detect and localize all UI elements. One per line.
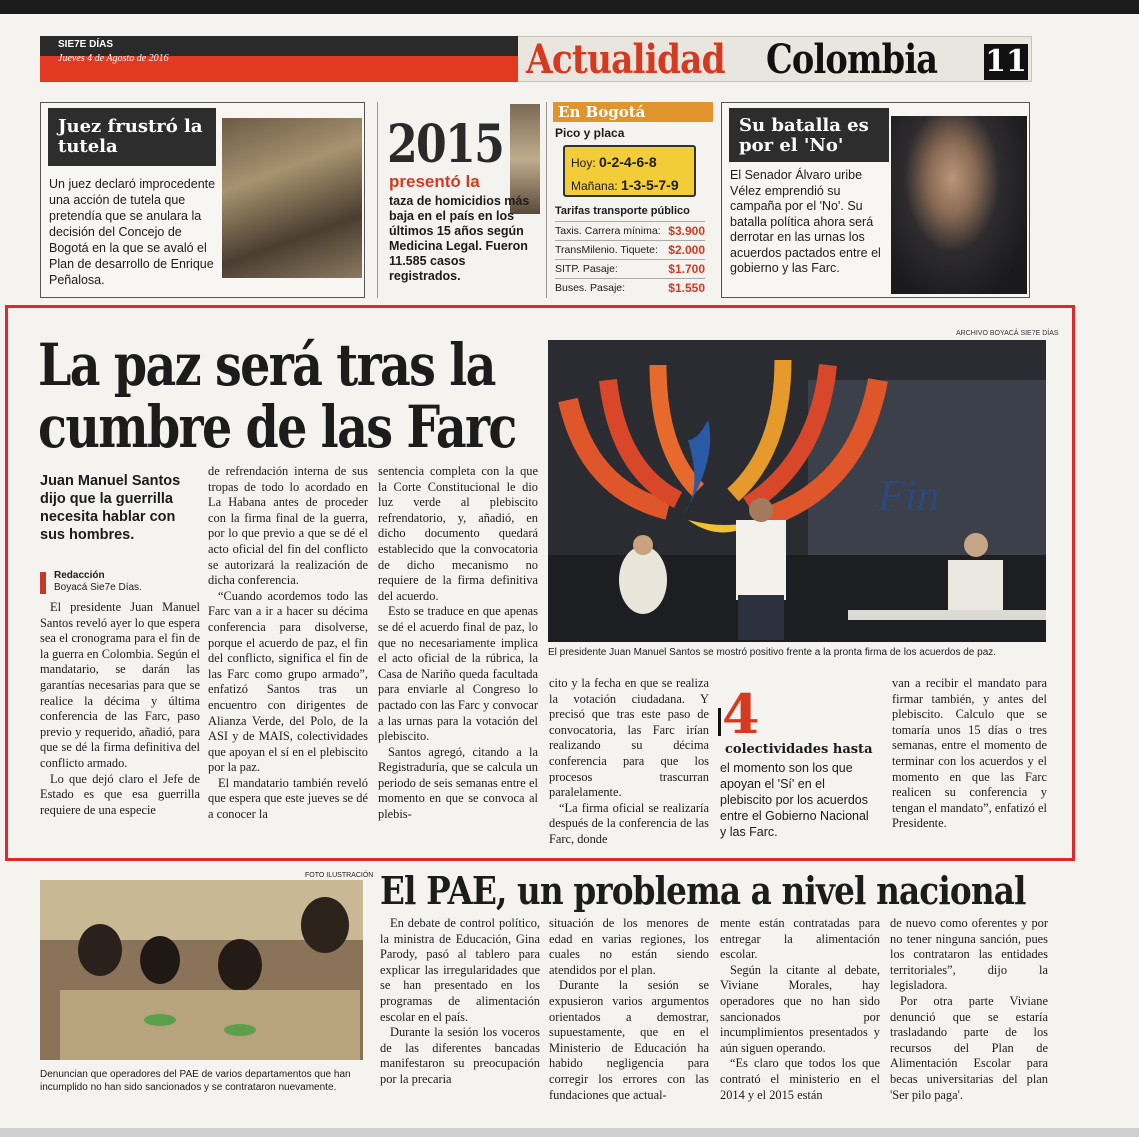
story-column [890, 916, 1048, 1103]
number-label: colectividades hasta [725, 742, 873, 757]
brief-title: Su batalla es por el 'No' [729, 108, 889, 162]
paragraph: van a recibir el mandato para firmar también, y antes del plebiscito. Calculo que se tomaría unos 15 días o tres semanas, entre el momento de terminar con los acuerdos y el momento en que las Farc realicen su conferencia y tengan el mandato”, enfatizó el Presidente. [892, 676, 1047, 831]
paragraph: situación de los menores de edad en varias regiones, los cuales no están siendo atendidos por el plan. [549, 916, 709, 977]
peace-logo-icon [548, 340, 1046, 642]
fare-value: $1.550 [668, 281, 705, 295]
big-number: 4 [722, 682, 760, 746]
brief-text: Un juez declaró improcedente una acción de tutela que pretendía que se anulara la decisión del Concejo de Bogotá en la que se avaló el Plan de desarrollo de Enrique Peñalosa. [49, 177, 216, 287]
paragraph: “La firma oficial se realizaría después de la conferencia de las Farc, donde [549, 800, 709, 846]
paragraph: Santos agregó, citando a la Registraduría, que se calcula un periodo de seis semanas entre el momento en que se convoca al plebis- [378, 744, 538, 822]
brief-text: El Senador Álvaro uribe Vélez emprendió su campaña por el 'No'. Su batalla política ahora será derrotar en las urnas los acuerdos pactados entre el gobierno y las Farc. [730, 168, 881, 275]
paragraph: En debate de control político, la ministra de Educación, Gina Parody, pasó al tablero para explicar las irregularidades que se han presentado en los programas de alimentación escolar en el país. [380, 916, 540, 1024]
fare-value: $2.000 [668, 243, 705, 257]
photo-credit: ARCHIVO BOYACÁ SIE7E DÍAS [956, 330, 1059, 337]
fare-label: SITP. Pasaje: [555, 263, 618, 275]
story-column [380, 916, 540, 1088]
today-label: Hoy: [571, 156, 596, 170]
newspaper-brand: SIE7E DÍAS [58, 39, 114, 50]
fare-row [555, 278, 705, 297]
number-description: el momento son los que apoyan el 'Sí' en el plebiscito por los acuerdos entre el Gobierno Nacional y las Farc. [720, 761, 869, 839]
pae-headline: El PAE, un problema a nivel nacional [380, 868, 1026, 913]
photo-credit: FOTO ILUSTRACIÓN [305, 872, 374, 879]
page-bottom-strip [0, 1128, 1139, 1137]
fare-label: TransMilenio. Tiquete: [555, 244, 658, 256]
number-accent-bar [718, 708, 721, 736]
today-digits: 0-2-4-6-8 [599, 154, 657, 170]
fares-title: Tarifas transporte público [555, 205, 690, 217]
story-column [892, 676, 1047, 832]
fare-label: Taxis. Carrera mínima: [555, 225, 661, 237]
paragraph: Según la citante al debate, Viviane Morales, hay operadores que no han sido sancionados por incumplimientos presentados y aún siguen operando. [720, 962, 880, 1055]
byline-marker [40, 572, 46, 594]
paragraph: Esto se traduce en que apenas se dé el acuerdo final de paz, lo que no necesariamente implica el acto oficial de la rúbrica, la Casa de Nariño queda facultada para enviarle al Congreso lo pactado con las Farc y convocar a las urnas para la votación del plebiscito. [378, 604, 538, 744]
tomorrow-digits: 1-3-5-7-9 [621, 177, 679, 193]
photo-caption: Denuncian que operadores del PAE de varios departamentos que han incumplido no han sido sancionados y se contrataron nuevamente. [40, 1069, 351, 1093]
fare-row [555, 221, 705, 240]
pico-placa-label: Pico y placa [555, 126, 625, 140]
region-name: Colombia [766, 36, 938, 83]
paragraph: Durante la sesión los voceros de las diferentes bancadas manifestaron su preocupación por la precaria [380, 1025, 540, 1086]
senator-photo [891, 116, 1027, 294]
byline-name: Redacción [54, 570, 105, 581]
issue-date: Jueves 4 de Agosto de 2016 [58, 53, 169, 64]
byline-paper: Boyacá Sie7e Días. [54, 582, 142, 593]
column-divider [377, 102, 378, 298]
byline [54, 570, 214, 594]
fare-row [555, 240, 705, 259]
council-photo [222, 118, 362, 278]
paragraph: El mandatario también reveló que espera que este jueves se dé a conocer la [208, 775, 368, 822]
stat-text: taza de homicidios más baja en el país en los últimos 15 años según Medicina Legal. Fueron 11.585 casos registrados. [389, 194, 530, 283]
story-column [549, 676, 709, 848]
paragraph: El presidente Juan Manuel Santos reveló ayer lo que espera sea el cronograma para el fin de la guerra en Colombia. Según el mandatario, se darán las garantías necesarias para que se realice la décima y última conferencia de las Farc, paso previo y requerido, añadió, para que se dé la firma definitiva del conflicto armado. [40, 600, 200, 770]
section-name: Actualidad [526, 36, 725, 83]
stat-label: presentó la [389, 172, 480, 191]
fare-value: $3.900 [668, 224, 705, 238]
main-headline [38, 331, 553, 461]
paragraph: “Cuando acordemos todo las Farc van a ir a hacer su décima conferencia para disolverse, porque el acuerdo de paz, el fin del conflicto, significa el fin de las Farc como grupo armado”, enfatizó Santos tras un encuentro con dirigentes de Alianza Verde, del Polo, de la ASI y de MAIS, colectividades que apoyan el sí en el plebiscito por la paz. [208, 588, 368, 775]
fare-label: Buses. Pasaje: [555, 282, 626, 294]
story-column [378, 464, 538, 823]
paragraph: mente están contratadas para entregar la alimentación escolar. [720, 916, 880, 962]
photo-caption: El presidente Juan Manuel Santos se mostró positivo frente a la pronta firma de los acuerdos de paz. [548, 647, 997, 658]
paragraph: “Es claro que todos los que contrató el ministerio en el 2014 y el 2015 están [720, 1056, 880, 1102]
paragraph: de refrendación interna de sus tropas de todo lo acordado en La Habana antes de proceder con la firma final de la guerra, por lo que previo a que se dé el acto oficial del fin del conflicto se autorizará la realización de dicha conferencia. [208, 464, 368, 588]
story-column [208, 464, 368, 823]
children-eating-icon [40, 880, 363, 1060]
column-divider [546, 102, 547, 298]
headline-line-2: cumbre de las Farc [38, 393, 516, 461]
stat-year: 2015 [387, 114, 504, 175]
page-number: 11 [985, 44, 1027, 79]
paragraph: cito y la fecha en que se realiza la votación ciudadana. Y precisó que tras este paso de convocatoria, las Farc irían realizando su décima conferencia para que los procesos trascurran paralelamente. [549, 676, 709, 800]
fare-value: $1.700 [668, 262, 705, 276]
license-plate-panel [563, 145, 696, 197]
story-column [40, 600, 200, 818]
paragraph: Durante la sesión se expusieron varios argumentos orientados a demostrar, supuestamente, que en el Ministerio de Educación ha habido negligencia para corregir los errores con las fundaciones que actual- [549, 978, 709, 1102]
main-photo [548, 340, 1046, 642]
school-lunch-photo [40, 880, 363, 1060]
page-top-strip [0, 0, 1139, 14]
paragraph: Por otra parte Viviane denunció que se estaría trasladando parte de los recursos del Plan de Alimentación Escolar para becas universitarias del plan 'Ser pilo paga'. [890, 993, 1048, 1102]
story-lead: Juan Manuel Santos dijo que la guerrilla necesita hablar con sus hombres. [40, 473, 181, 543]
story-column [549, 916, 709, 1103]
paragraph: Lo que dejó claro el Jefe de Estado es que esa guerrilla requiere de una especie [40, 771, 200, 817]
svg-text:Fin: Fin [878, 471, 940, 520]
bogota-heading: En Bogotá [553, 102, 713, 122]
brief-title: Juez frustró la tutela [48, 108, 216, 166]
headline-line-1: La paz será tras la [38, 331, 495, 399]
paragraph: de nuevo como oferentes y por no tener ninguna sanción, pues los contrataron las entidades territoriales”, dijo la legisladora. [890, 916, 1048, 993]
story-column [720, 916, 880, 1103]
paragraph: sentencia completa con la que la Corte Constitucional le dio luz verde al plebiscito refrendatorio, y, añadió, en dicho documento quedará establecido que la convocatoria de dicho mecanismo no requiere de la firma definitiva del acuerdo. [378, 464, 538, 603]
tomorrow-label: Mañana: [571, 179, 618, 193]
fare-row [555, 259, 705, 278]
